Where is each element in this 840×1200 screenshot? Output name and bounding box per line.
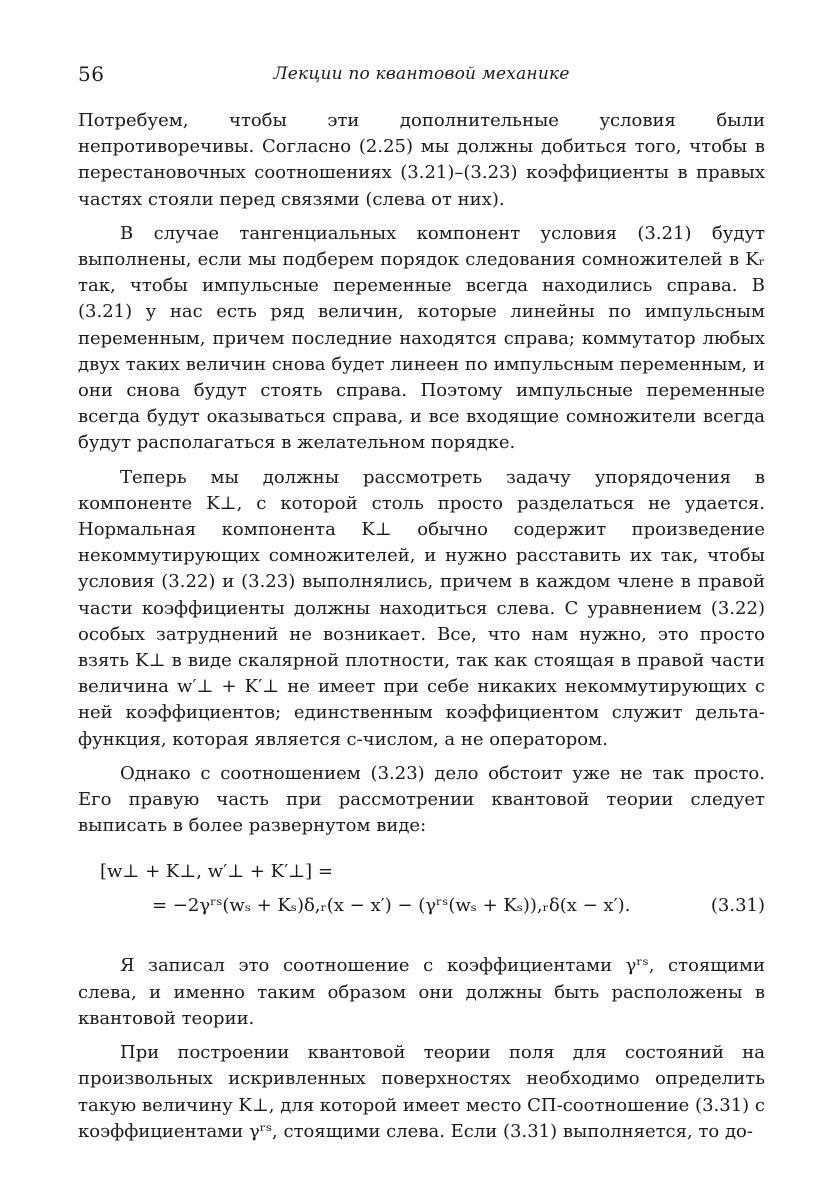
equation-line-2: = −2γʳˢ(wₛ + Kₛ)δ,ᵣ(x − x′) − (γʳˢ(wₛ + Kₛ)),ᵣδ(x − x′).	[152, 895, 631, 917]
running-head	[78, 62, 765, 92]
body-text	[78, 108, 765, 1153]
equation-number: (3.31)	[710, 895, 765, 917]
paragraph: Потребуем, чтобы эти дополнительные условия были непротиворечивы. Согласно (2.25) мы должны добиться того, чтобы в перестановочных соотношениях (3.21)–(3.23) коэффициенты в правых частях стояли перед связями (слева от них).	[78, 110, 765, 210]
paragraph: Я записал это соотношение с коэффициентами γʳˢ, стоящими слева, и именно таким образом они должны быть расположены в квантовой теории.	[78, 955, 765, 1029]
paragraph: Теперь мы должны рассмотреть задачу упорядочения в компоненте K⊥, с которой столь просто разделаться не удается. Нормальная компонента K⊥ обычно содержит произведение некоммутирующих сомножителей, и нужно расставить их так, чтобы условия (3.22) и (3.23) выполнялись, причем в каждом члене в правой части коэффициенты должны находиться слева. С уравнением (3.22) особых затруднений не возникает. Все, что нам нужно, это просто взять K⊥ в виде скалярной плотности, так как стоящая в правой части величина w′⊥ + K′⊥ не имеет при себе никаких некоммутирующих с ней коэффициентов; единственным коэффициентом служит дельта-функция, которая является c-числом, а не оператором.	[78, 466, 765, 750]
paragraph: Однако с соотношением (3.23) дело обстоит уже не так просто. Его правую часть при рассмотрении квантовой теории следует выписать в более развернутом виде:	[78, 762, 765, 837]
equation-line-1: [w⊥ + K⊥, w′⊥ + K′⊥] =	[100, 861, 333, 883]
page-number: 56	[78, 62, 105, 86]
paragraph: В случае тангенциальных компонент условия (3.21) будут выполнены, если мы подберем порядок следования сомножителей в Kᵣ так, чтобы импульсные переменные всегда находились справа. В (3.21) у нас есть ряд величин, которые линейны по импульсным переменным, причем последние находятся справа; коммутатор любых двух таких величин снова будет линеен по импульсным переменным, и они снова будут стоять справа. Поэтому импульсные переменные всегда будут оказываться справа, и все входящие сомножители всегда будут располагаться в желательном порядке.	[78, 222, 765, 454]
equation-3-31	[78, 859, 765, 925]
paragraph: При построении квантовой теории поля для состояний на произвольных искривленных поверхностях необходимо определить такую величину K⊥, для которой имеет место СП-соотношение (3.31) с коэффициентами γʳˢ, стоящими слева. Если (3.31) выполняется, то до-	[78, 1042, 765, 1142]
running-title: Лекции по квантовой механике	[273, 64, 570, 84]
